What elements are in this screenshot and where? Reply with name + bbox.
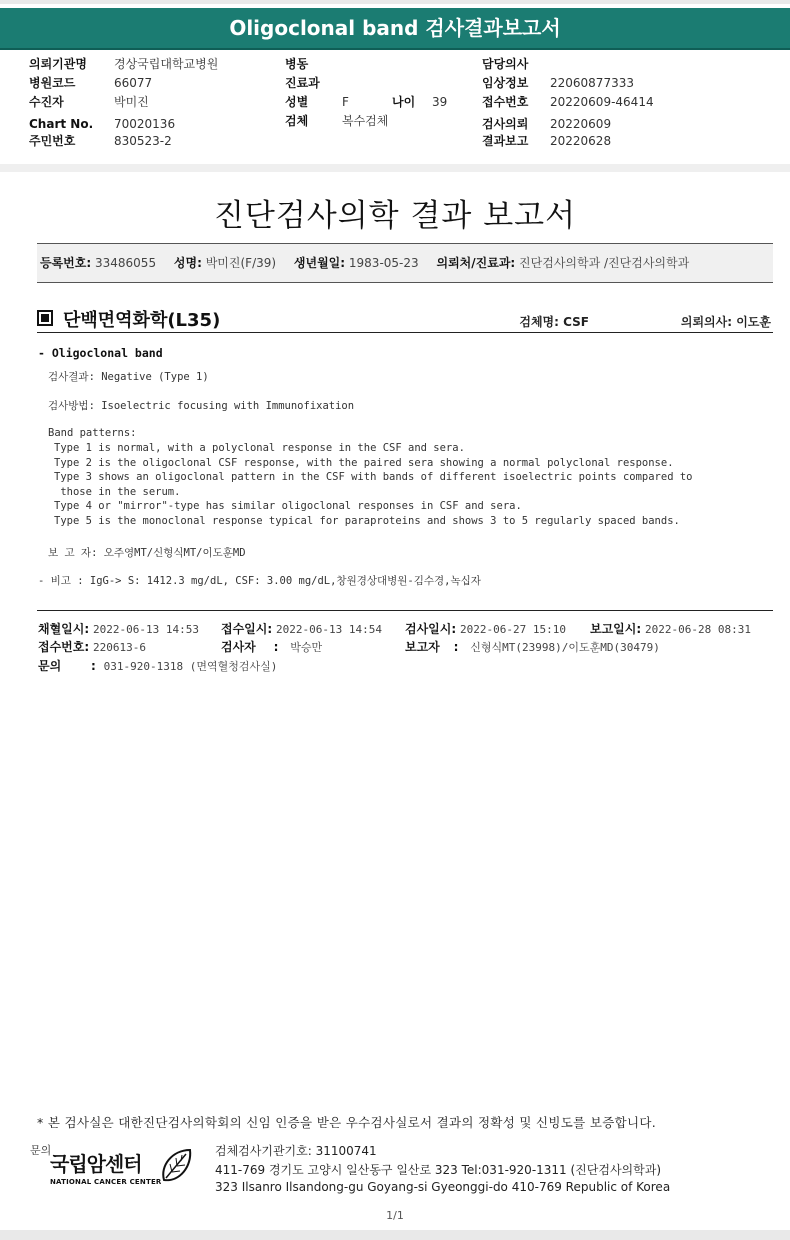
colon-separator: :	[453, 640, 459, 654]
label-registration-no: 등록번호:	[40, 256, 92, 270]
section-title	[37, 306, 220, 332]
value-registration-no: 33486055	[95, 256, 157, 270]
colon-separator: :	[91, 659, 96, 673]
label-requesting-doctor: 의뢰의사:	[680, 315, 733, 329]
label-requesting-institution: 의뢰기관명	[29, 57, 87, 71]
value-inquiry: 031-920-1318 (면역혈청검사실)	[103, 660, 278, 673]
band-pattern-line: Type 5 is the monoclonal response typical for paraproteins and shows 3 to 5 regularly spaced bands.	[54, 515, 680, 527]
value-reporter: 신형식MT(23998)/이도훈MD(30479)	[470, 641, 660, 654]
label-receipt-datetime: 접수일시:	[221, 622, 273, 636]
label-test-datetime: 검사일시:	[405, 622, 457, 636]
value-requesting-doctor: 이도훈	[736, 315, 771, 329]
test-method: 검사방법: Isoelectric focusing with Immunofixation	[48, 400, 355, 412]
value-test-datetime: 2022-06-27 15:10	[460, 623, 566, 636]
test-result: 검사결과: Negative (Type 1)	[48, 371, 209, 383]
logo-english-text: NATIONAL CANCER CENTER	[50, 1178, 162, 1186]
value-patient: 박미진	[114, 95, 149, 109]
value-receipt-no: 20220609-46414	[550, 95, 654, 109]
value-specimen-name: CSF	[563, 315, 589, 329]
value-collection-datetime: 2022-06-13 14:53	[93, 623, 199, 636]
value-hospital-code: 66077	[114, 76, 153, 90]
patient-summary-bar	[37, 243, 773, 283]
bottom-border	[0, 1230, 790, 1240]
value-result-report: 20220628	[550, 134, 612, 148]
tester	[221, 638, 322, 655]
value-test-request: 20220609	[550, 117, 612, 131]
value-receipt-number: 220613-6	[93, 641, 146, 654]
label-ward: 병동	[285, 57, 309, 71]
section-title-text: 단백면역화학(L35)	[63, 310, 221, 331]
value-resident-no: 830523-2	[114, 134, 172, 148]
receipt-number	[38, 638, 146, 655]
lab-institution-code: 검체검사기관기호: 31100741	[215, 1144, 377, 1158]
band-pattern-line: Type 2 is the oligoclonal CSF response, with the paired sera showing a normal polyclonal response.	[54, 457, 674, 469]
label-inquiry: 문의	[38, 659, 62, 673]
label-requesting-dept: 의뢰처/진료과:	[436, 256, 516, 270]
document-title: 진단검사의학 결과 보고서	[213, 198, 577, 234]
meta-divider	[37, 610, 773, 611]
page-number: 1/1	[386, 1209, 404, 1222]
value-age: 39	[432, 95, 448, 109]
label-collection-datetime: 채혈일시:	[38, 622, 90, 636]
banner-underline	[0, 48, 790, 50]
colon-separator: :	[273, 640, 279, 654]
lab-address-english: 323 Ilsanro Ilsandong-gu Goyang-si Gyeonggi-do 410-769 Republic of Korea	[215, 1180, 671, 1194]
label-hospital-code: 병원코드	[29, 76, 76, 90]
specimen-name	[519, 313, 589, 330]
reporter	[405, 638, 660, 655]
report-datetime	[590, 620, 751, 637]
label-clinical-info: 임상정보	[482, 76, 529, 90]
label-result-report: 결과보고	[482, 134, 529, 148]
report-banner-title: Oligoclonal band 검사결과보고서	[0, 8, 790, 48]
logo-korean-text: 국립암센터	[50, 1152, 142, 1176]
label-reporter: 보고자	[405, 640, 440, 654]
value-receipt-datetime: 2022-06-13 14:54	[276, 623, 382, 636]
value-requesting-dept: 진단검사의학과 /진단검사의학과	[519, 256, 690, 270]
label-age: 나이	[392, 95, 416, 109]
label-specimen: 검체	[285, 114, 309, 128]
lab-address-korean: 411-769 경기도 고양시 일산동구 일산로 323 Tel:031-920-1311 (진단검사의학과)	[215, 1163, 662, 1177]
label-department: 진료과	[285, 76, 320, 90]
value-sex: F	[342, 95, 349, 109]
collection-datetime	[38, 620, 199, 637]
header-info	[0, 55, 790, 155]
certification-notice: * 본 검사실은 대한진단검사의학회의 신임 인증을 받은 우수검사실로서 결과의 정확성 및 신빙도를 보증합니다.	[37, 1115, 656, 1130]
label-birthdate: 생년월일:	[293, 256, 346, 270]
label-resident-no: 주민번호	[29, 134, 76, 148]
label-name: 성명:	[173, 256, 202, 270]
band-patterns-heading: Band patterns:	[48, 427, 137, 439]
band-pattern-line: Type 1 is normal, with a polyclonal response in the CSF and sera.	[54, 442, 465, 454]
section-header	[37, 306, 773, 333]
label-patient: 수진자	[29, 95, 64, 109]
ncc-logo	[30, 1142, 200, 1192]
report-remark: - 비고 : IgG-> S: 1412.3 mg/dL, CSF: 3.00 mg/dL,창원경상대병원-김수경,녹십자	[38, 575, 481, 587]
report-reporters: 보 고 자: 오주영MT/신형식MT/이도훈MD	[48, 547, 246, 559]
inquiry	[38, 657, 277, 674]
label-specimen-name: 검체명:	[519, 315, 559, 329]
label-chart-no: Chart No.	[29, 117, 94, 131]
value-tester: 박승만	[290, 641, 323, 654]
receipt-datetime	[221, 620, 382, 637]
label-receipt-number: 접수번호:	[38, 640, 90, 654]
band-pattern-line: Type 4 or "mirror"-type has similar oligoclonal responses in CSF and sera.	[54, 500, 522, 512]
requesting-doctor	[681, 313, 771, 330]
value-requesting-institution: 경상국립대학교병원	[114, 57, 219, 71]
value-birthdate: 1983-05-23	[348, 256, 419, 270]
value-report-datetime: 2022-06-28 08:31	[645, 623, 751, 636]
label-receipt-no: 접수번호	[482, 95, 529, 109]
value-name: 박미진(F/39)	[205, 256, 277, 270]
label-report-datetime: 보고일시:	[590, 622, 642, 636]
test-datetime	[405, 620, 566, 637]
band-pattern-line: Type 3 shows an oligoclonal pattern in the CSF with bands of different isoelectric points compared to	[54, 471, 693, 483]
section-divider	[0, 164, 790, 172]
value-clinical-info: 22060877333	[550, 76, 634, 90]
leaf-emblem-icon	[158, 1146, 194, 1186]
band-pattern-line: those in the serum.	[54, 486, 181, 498]
label-attending-doctor: 담당의사	[482, 57, 529, 71]
inquiry-stub: 문의	[30, 1144, 52, 1157]
value-specimen: 복수검체	[342, 114, 389, 128]
label-sex: 성별	[285, 95, 309, 109]
test-name: - Oligoclonal band	[38, 346, 163, 360]
value-chart-no: 70020136	[114, 117, 176, 131]
label-test-request: 검사의뢰	[482, 117, 529, 131]
top-border	[0, 0, 790, 4]
label-tester: 검사자	[221, 640, 256, 654]
square-bullet-icon	[37, 310, 53, 326]
